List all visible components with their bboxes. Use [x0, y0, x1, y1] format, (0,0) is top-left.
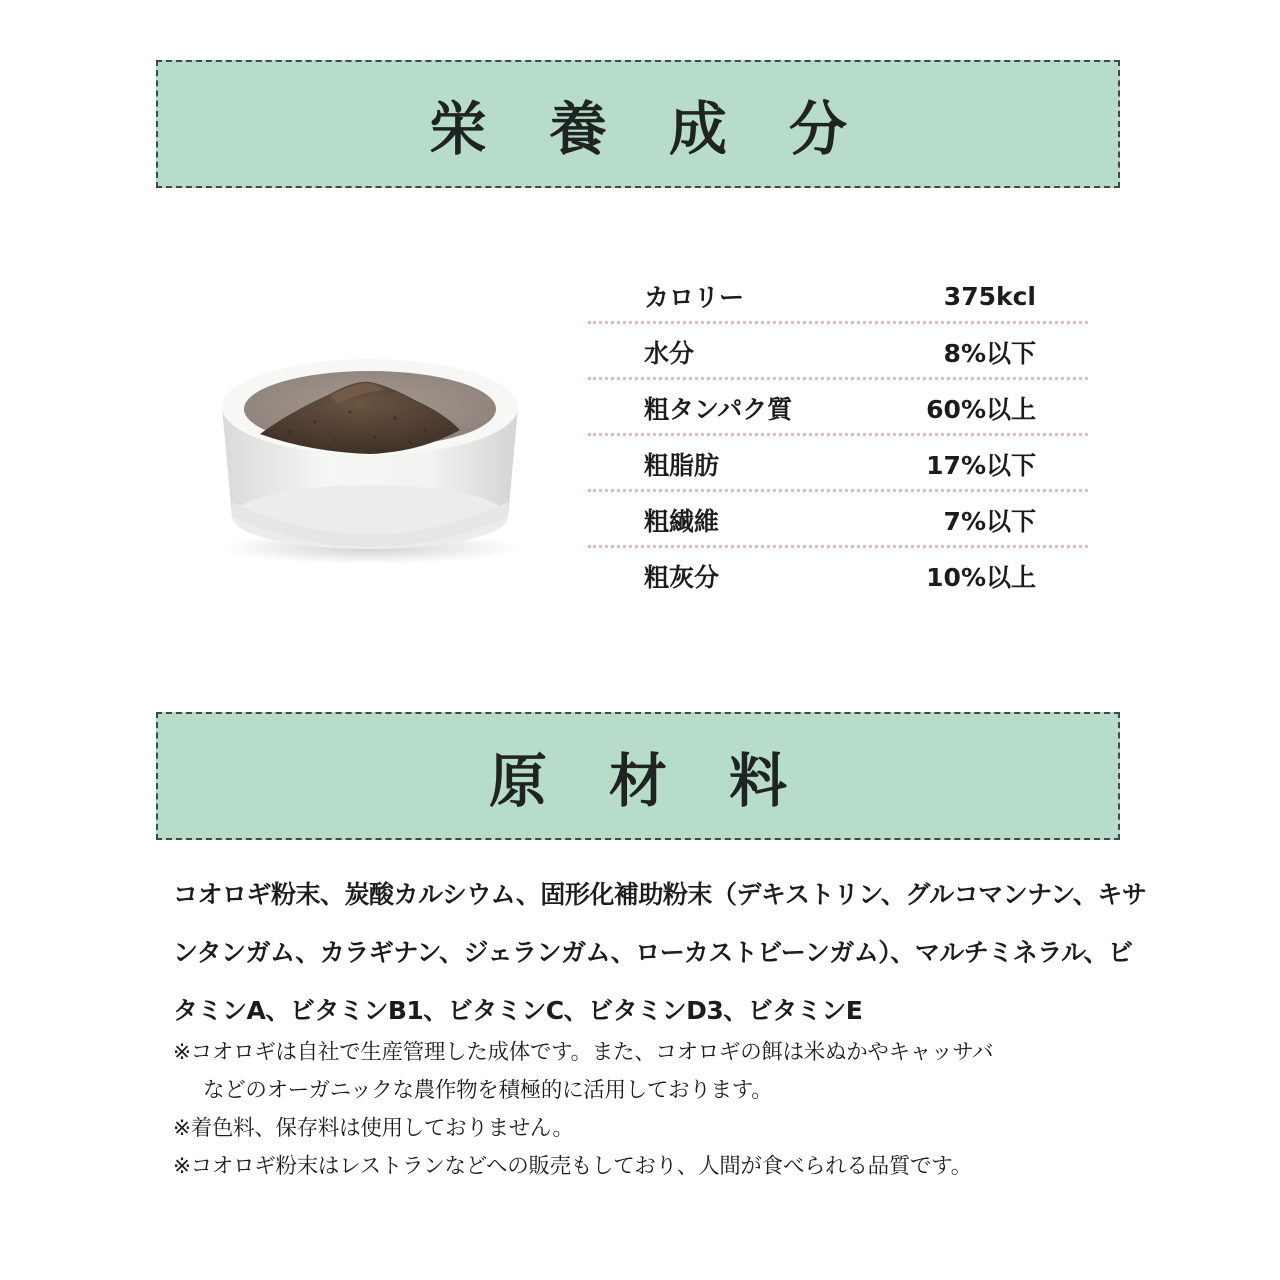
nutrition-value: 7%以下: [943, 507, 1036, 536]
note-line: などのオーガニックな農作物を積極的に活用しております。: [203, 1078, 773, 1103]
nutrition-row-moisture: [588, 324, 1088, 380]
nutrition-value: 17%以下: [926, 451, 1036, 480]
nutrition-label: 粗繊維: [644, 507, 720, 536]
note-line: ※コオロギは自社で生産管理した成体です。また、コオロギの餌は米ぬかやキャッサバ: [173, 1040, 994, 1065]
nutrition-label: 粗灰分: [644, 563, 720, 592]
nutrition-label: 水分: [644, 339, 695, 368]
ingredients-list: コオロギ粉末、炭酸カルシウム、固形化補助粉末（デキストリン、グルコマンナン、キサンタンガム、カラギナン、ジェランガム、ローカストビーンガム）、マルチミネラル、ビタミンA、ビタミンB1、ビタミンC、ビタミンD3、ビタミンE: [173, 880, 1147, 1025]
nutrition-section-header: [156, 60, 1120, 188]
note-line: ※コオロギ粉末はレストランなどへの販売もしており、人間が食べられる品質です。: [173, 1154, 972, 1179]
nutrition-value: 10%以上: [926, 563, 1036, 592]
nutrition-value: 60%以上: [926, 395, 1036, 424]
ingredients-section-header: [156, 712, 1120, 840]
nutrition-row-fat: [588, 436, 1088, 492]
nutrition-row-ash: [588, 548, 1088, 604]
ingredients-title: 原材料: [488, 747, 849, 815]
note-line: ※着色料、保存料は使用しておりません。: [173, 1116, 574, 1141]
nutrition-title: 栄養成分: [428, 95, 909, 163]
bowl-illustration: [220, 352, 520, 567]
nutrition-row-calories: [588, 268, 1088, 324]
nutrition-label: 粗脂肪: [644, 451, 720, 480]
nutrition-label: カロリー: [644, 283, 745, 312]
nutrition-label: 粗タンパク質: [644, 395, 793, 424]
nutrition-value: 375kcl: [943, 281, 1036, 311]
nutrition-row-protein: [588, 380, 1088, 436]
nutrition-table: [588, 268, 1088, 604]
powder-bowl-image: [220, 352, 520, 567]
nutrition-row-fiber: [588, 492, 1088, 548]
ingredients-notes: [173, 1034, 1153, 1186]
nutrition-value: 8%以下: [943, 339, 1036, 368]
